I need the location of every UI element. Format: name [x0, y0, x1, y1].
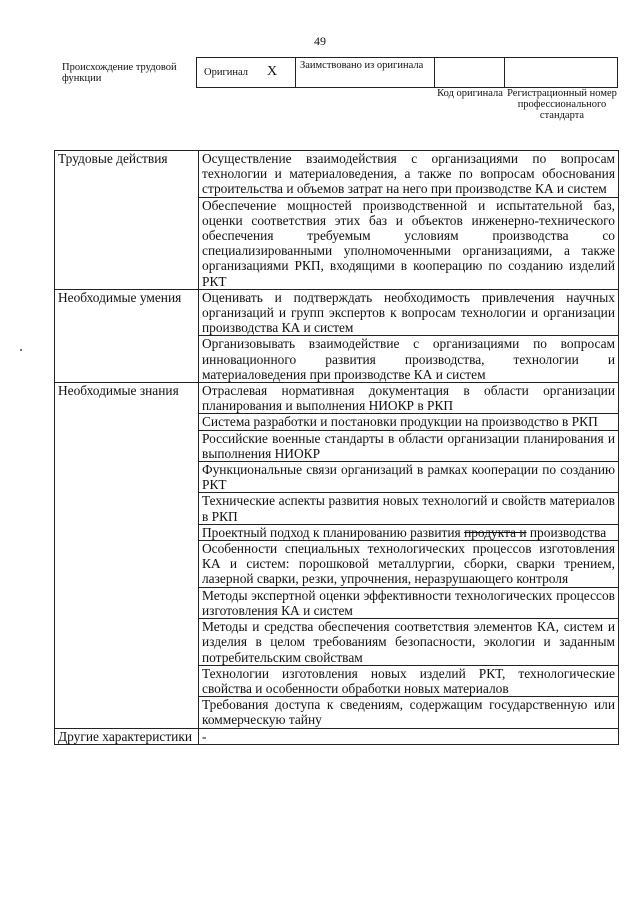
row-label-other: Другие характеристики [55, 728, 199, 744]
table-row [55, 728, 619, 744]
row-label-knowledge: Необходимые знания [55, 383, 199, 728]
knowledge-item: Особенности специальных технологических процессов изготовления КА и систем: порошковой металлургии, сборки, сварки трением, лазерной сварки, резки, упрочнения, неразрушающего контроля [199, 541, 619, 588]
knowledge-item: Функциональные связи организаций в рамках кооперации по созданию РКТ [199, 462, 619, 493]
regnum-box [504, 57, 618, 88]
knowledge-item: Система разработки и постановки продукции на производство в РКП [199, 414, 619, 430]
original-mark: X [267, 64, 278, 79]
table-row [55, 151, 619, 198]
code-caption: Код оригинала [437, 88, 503, 99]
table-row [55, 289, 619, 336]
page-number: 49 [314, 34, 326, 48]
actions-item: Обеспечение мощностей производственной и испытательной баз, оценки соответствия этих баз и объектов инженерно-технического обеспечения требуемым условиям производства со специализированными уполномоченными организациями, а также организациями РКП, входящими в кооперацию по созданию изделий РКТ [199, 197, 619, 289]
table-row [55, 383, 619, 414]
original-label: Оригинал [204, 67, 248, 78]
code-box [434, 57, 505, 88]
other-item: - [199, 728, 619, 744]
regnum-caption: Регистрационный номер профессионального стандарта [507, 88, 617, 121]
borrowed-label: Заимствовано из оригинала [300, 60, 424, 71]
knowledge-item: Требования доступа к сведениям, содержащим государственную или коммерческую тайну [199, 697, 619, 728]
knowledge-item: Технические аспекты развития новых технологий и свойств материалов в РКП [199, 493, 619, 524]
row-label-skills: Необходимые умения [55, 289, 199, 382]
knowledge-item: Технологии изготовления новых изделий РКТ, технологические свойства и особенности обработки новых материалов [199, 665, 619, 696]
function-table [54, 150, 619, 745]
row-label-actions: Трудовые действия [55, 151, 199, 290]
knowledge-item: Методы экспертной оценки эффективности технологических процессов изготовления КА и систем [199, 587, 619, 618]
project-approach-text: Проектный подход к планированию развития [202, 524, 465, 540]
actions-item: Осуществление взаимодействия с организациями по вопросам технологии и материаловедения, а также по вопросам обоснования строительства и объемов затрат на него при производстве КА и систем [199, 151, 619, 198]
knowledge-item: Российские военные стандарты в области организации планирования и выполнения НИОКР [199, 430, 619, 461]
skills-item: Организовывать взаимодействие с организациями по вопросам инновационного развития производства, технологии и материаловедения при производстве КА и систем [199, 336, 619, 383]
struck-text: продукта и [464, 524, 527, 540]
knowledge-item: Отраслевая нормативная документация в области организации планирования и выполнения НИОКР в РКП [199, 383, 619, 414]
origin-label: Происхождение трудовой функции [62, 62, 177, 84]
project-approach-end: производства [526, 524, 607, 540]
knowledge-item: Методы и средства обеспечения соответствия элементов КА, систем и изделия в целом требованиям безопасности, экологии и заданным потребительским свойствам [199, 619, 619, 666]
margin-mark [20, 349, 22, 351]
knowledge-item-project-approach [199, 524, 619, 540]
skills-item: Оценивать и подтверждать необходимость привлечения научных организаций и групп экспертов к вопросам технологии и организации производства КА и систем [199, 289, 619, 336]
